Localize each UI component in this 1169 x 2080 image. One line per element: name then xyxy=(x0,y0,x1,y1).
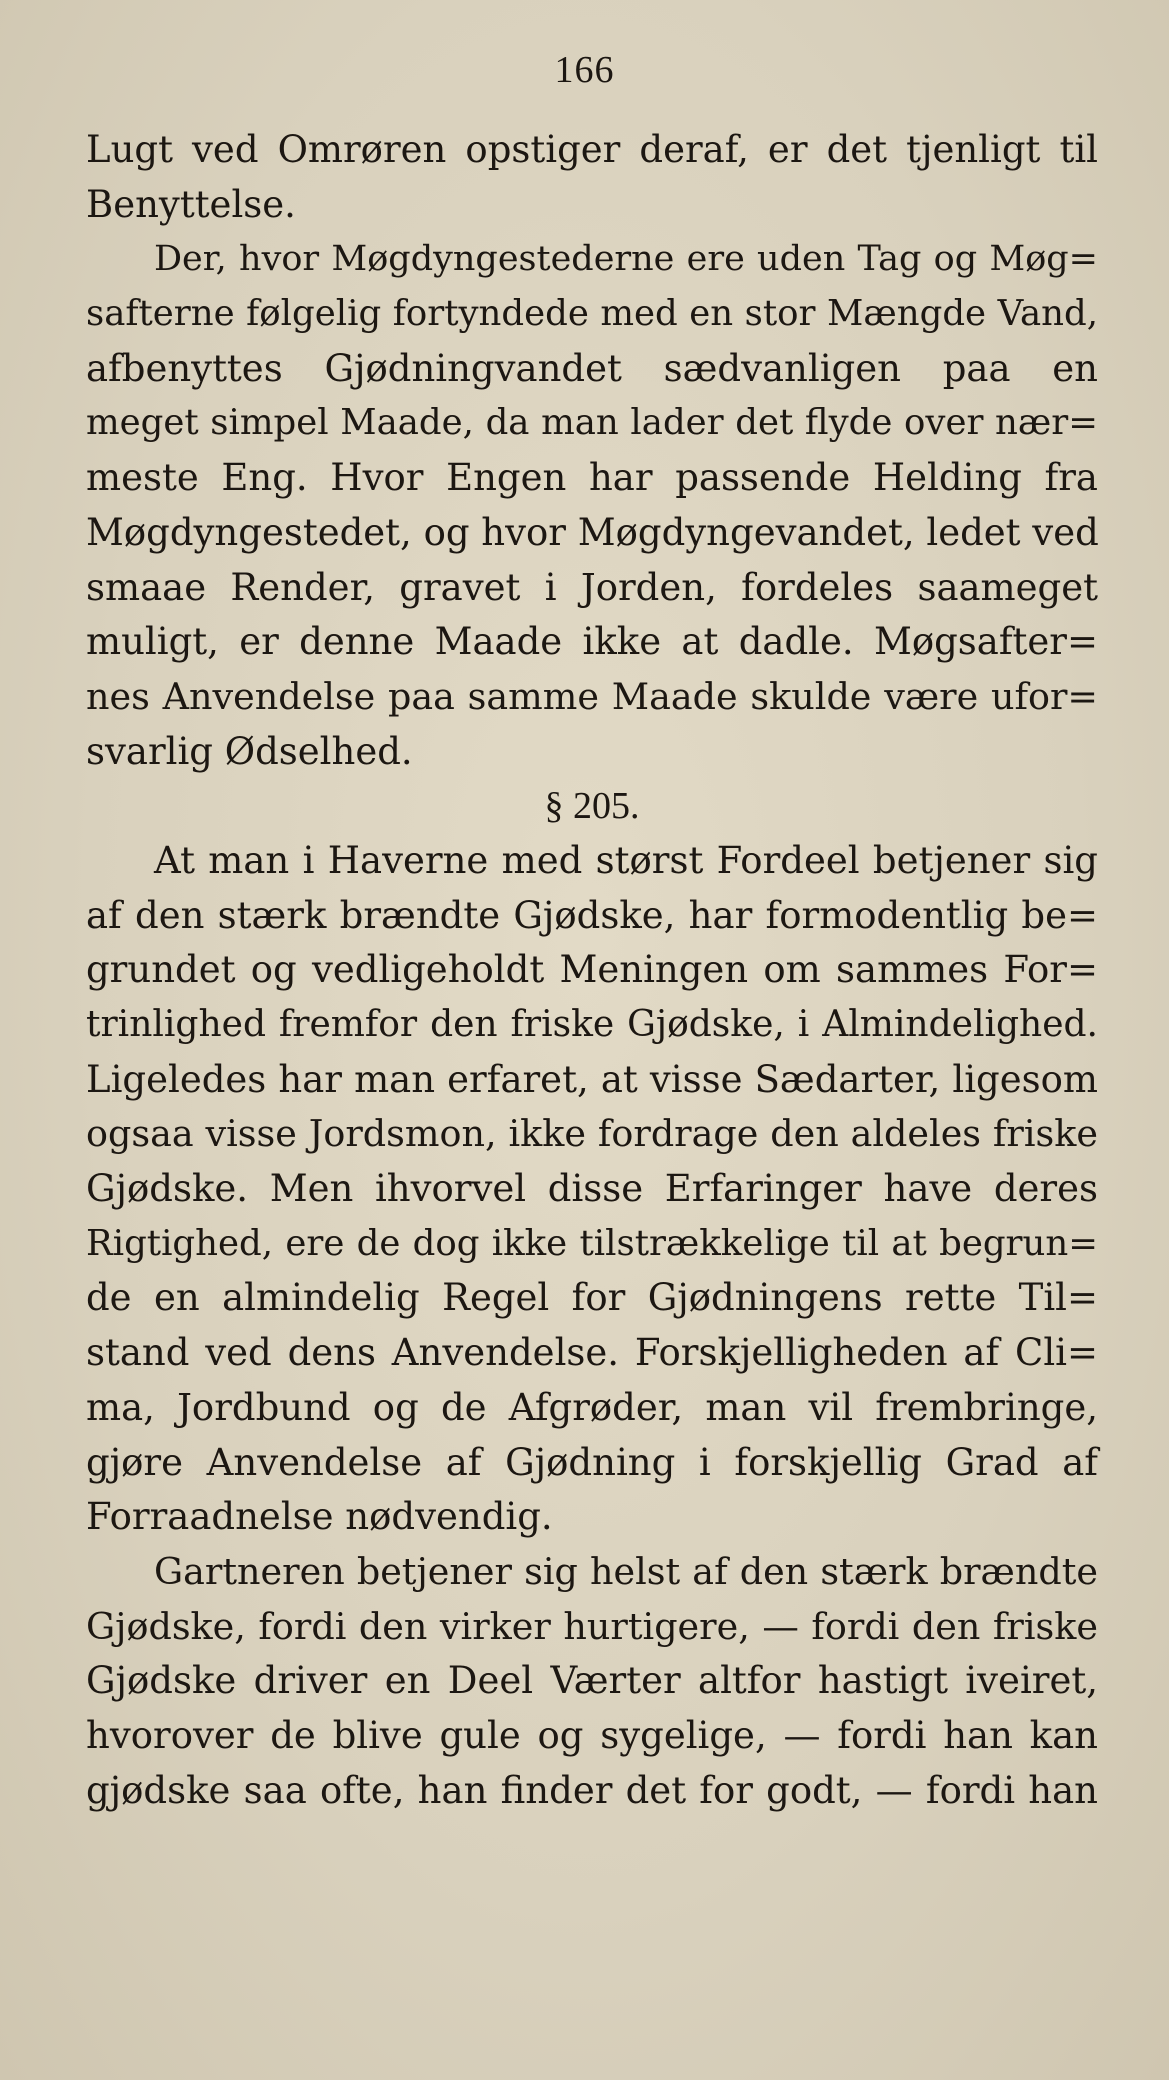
text-line: Gjødske. Men ihvorvel disse Erfaringer have deres xyxy=(86,1167,1098,1211)
text-line: Rigtighed, ere de dog ikke tilstrækkelige til at begrun= xyxy=(86,1222,1098,1264)
text-line: safterne følgelig fortyndede med en stor Mængde Vand, xyxy=(86,293,1098,335)
text-line: afbenyttes Gjødningvandet sædvanligen paa en xyxy=(86,346,1098,390)
text-line: At man i Haverne med størst Fordeel betjener sig xyxy=(154,838,1098,882)
text-line: Benyttelse. xyxy=(86,182,296,226)
text-line: Gjødske driver en Deel Værter altfor hastigt iveiret, xyxy=(86,1659,1098,1703)
text-line: Der, hvor Møgdyngestederne ere uden Tag og Møg= xyxy=(154,239,1098,280)
text-line: af den stærk brændte Gjødske, har formodentlig be= xyxy=(86,893,1098,937)
section-heading: § 205. xyxy=(544,785,640,828)
text-line: svarlig Ødselhed. xyxy=(86,729,413,773)
text-line: de en almindelig Regel for Gjødningens rette Til= xyxy=(86,1276,1098,1320)
text-line: meste Eng. Hvor Engen har passende Helding fra xyxy=(86,456,1098,500)
text-line: gjøre Anvendelse af Gjødning i forskjellig Grad af xyxy=(86,1440,1098,1484)
text-line: Lugt ved Omrøren opstiger deraf, er det tjenligt til xyxy=(86,128,1098,171)
body-text xyxy=(86,123,1098,1818)
text-line: meget simpel Maade, da man lader det flyde over nær= xyxy=(86,402,1098,444)
text-line: ma, Jordbund og de Afgrøder, man vil frembringe, xyxy=(86,1385,1098,1429)
text-line: muligt, er denne Maade ikke at dadle. Møgsafter= xyxy=(86,620,1098,664)
text-line: Gjødske, fordi den virker hurtigere, — fordi den friske xyxy=(86,1604,1098,1648)
text-line: Gartneren betjener sig helst af den stærk brændte xyxy=(154,1549,1098,1593)
text-line: Møgdyngestedet, og hvor Møgdyngevandet, ledet ved xyxy=(86,510,1099,554)
page-number: 166 xyxy=(554,49,615,91)
text-line: ogsaa visse Jordsmon, ikke fordrage den aldeles friske xyxy=(86,1112,1098,1156)
text-line: nes Anvendelse paa samme Maade skulde være ufor= xyxy=(86,674,1098,718)
text-line: Ligeledes har man erfaret, at visse Sædarter, ligesom xyxy=(86,1057,1098,1101)
text-line: gjødske saa ofte, han finder det for godt, — fordi han xyxy=(86,1768,1098,1812)
text-line: stand ved dens Anvendelse. Forskjelligheden af Cli= xyxy=(86,1331,1098,1375)
text-line: Forraadnelse nødvendig. xyxy=(86,1495,553,1539)
text-line: smaae Render, gravet i Jorden, fordeles saameget xyxy=(86,565,1098,609)
text-line: grundet og vedligeholdt Meningen om sammes For= xyxy=(86,948,1098,992)
text-line: trinlighed fremfor den friske Gjødske, i Almindelighed. xyxy=(86,1004,1098,1045)
text-line: hvorover de blive gule og sygelige, — fordi han kan xyxy=(86,1713,1098,1757)
